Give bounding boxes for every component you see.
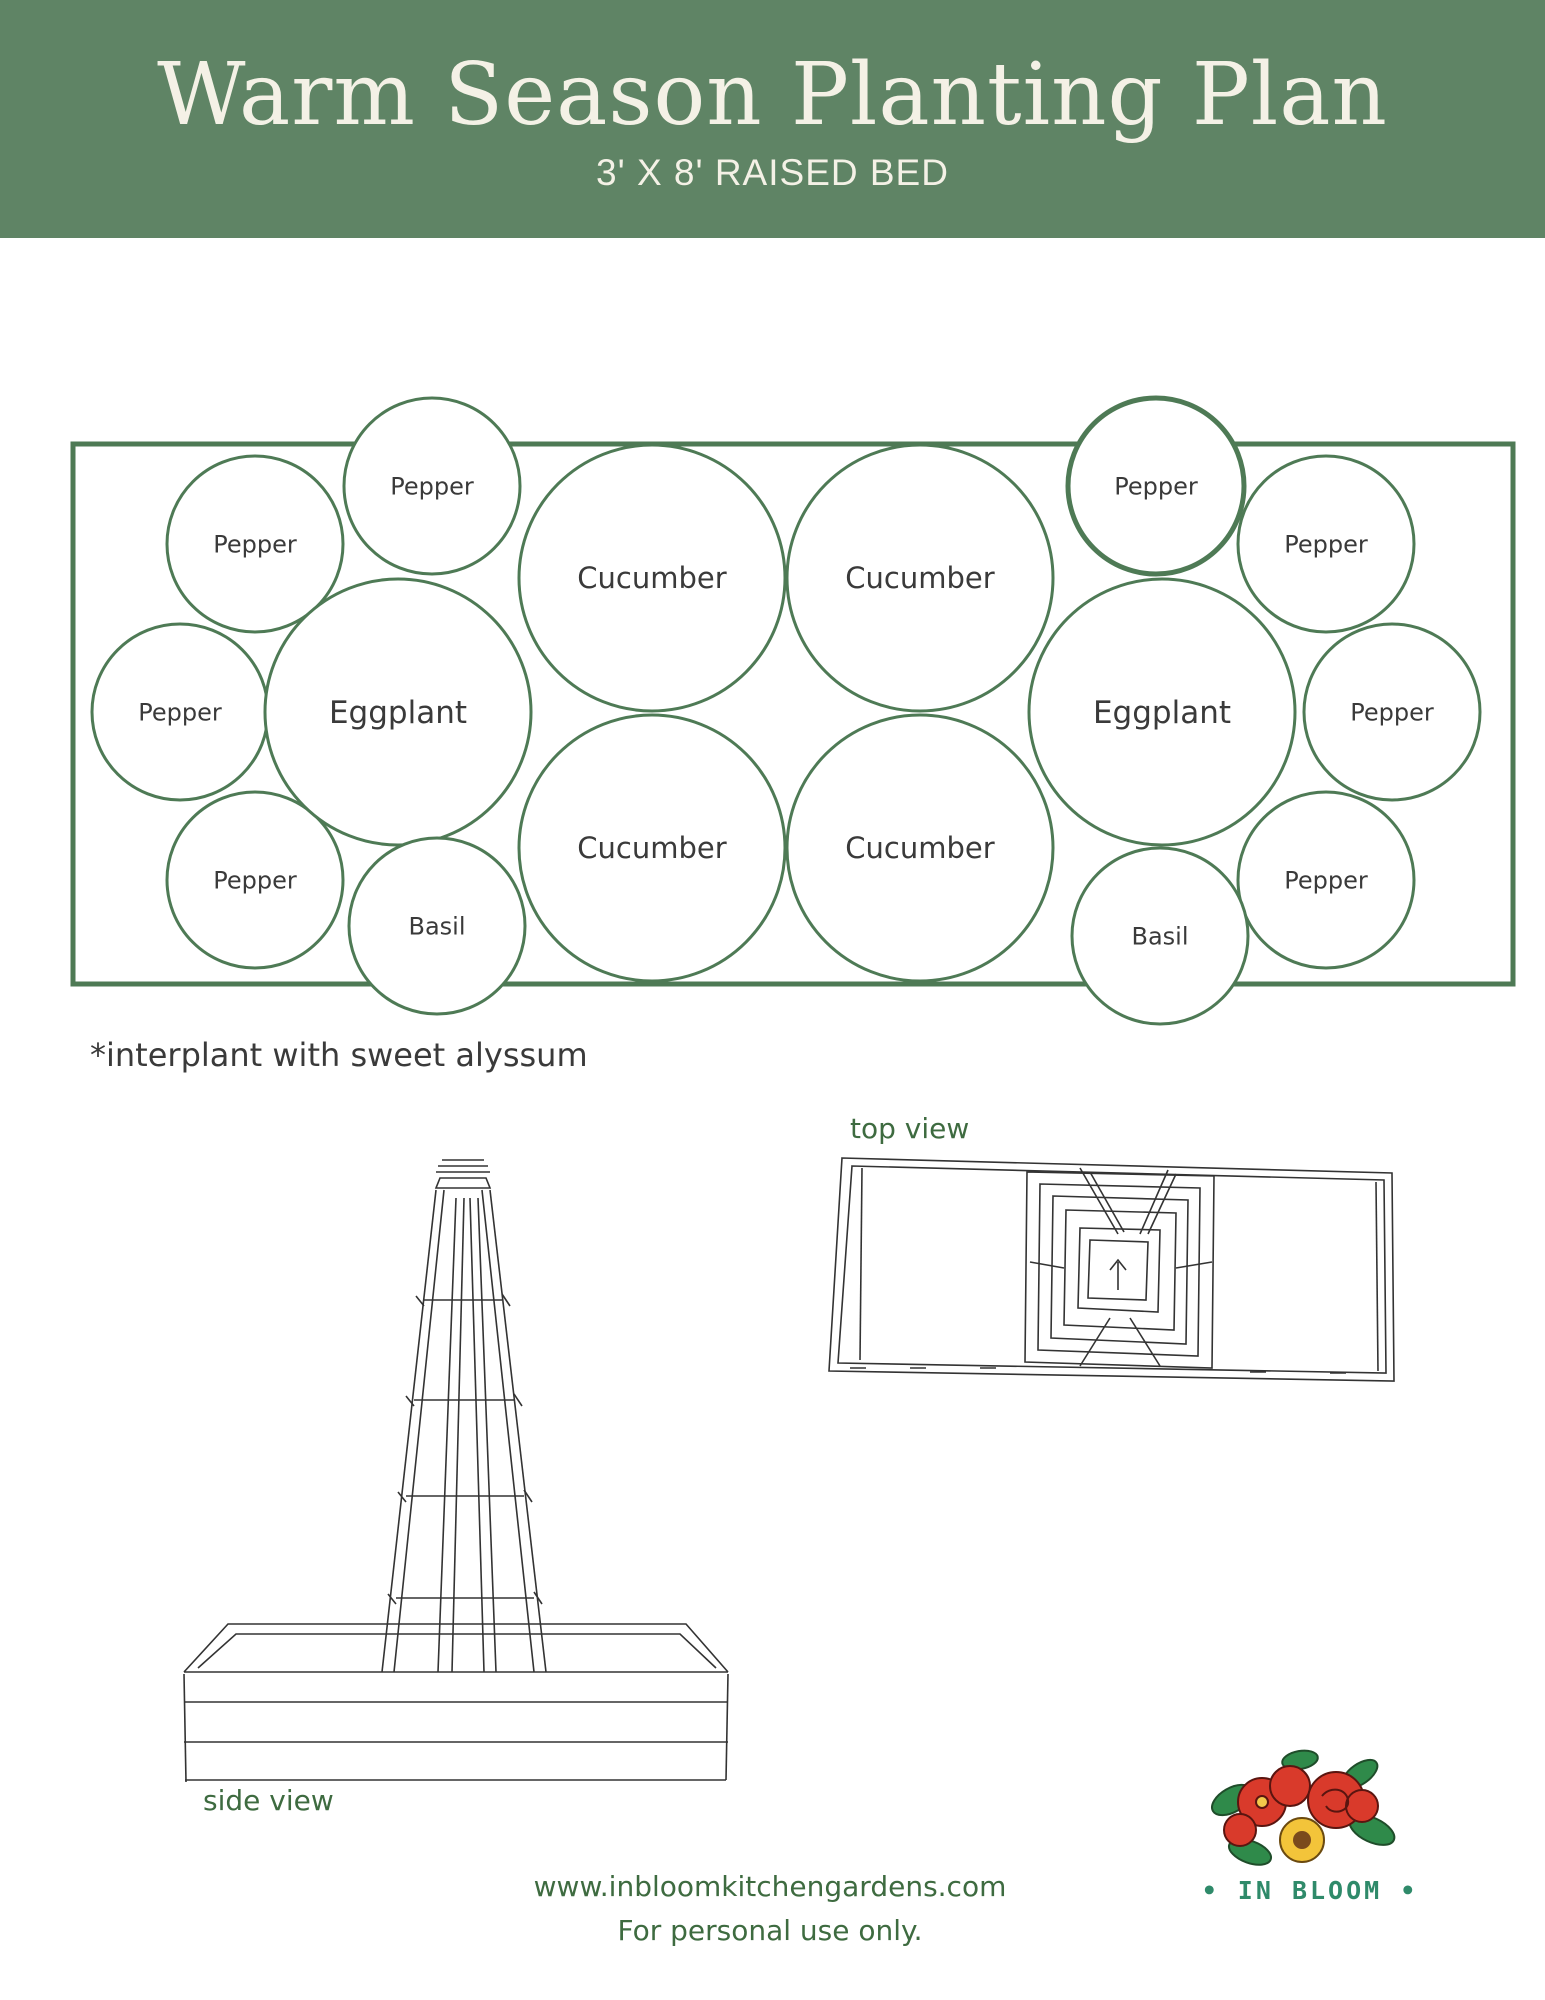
top-view-label: top view (850, 1112, 970, 1145)
plant-label-cucumber: Cucumber (845, 831, 995, 866)
plant-label-cucumber: Cucumber (577, 831, 727, 866)
plant-label-pepper: Pepper (1284, 866, 1368, 895)
plant-label-pepper: Pepper (1114, 472, 1198, 501)
plant-label-pepper: Pepper (1284, 530, 1368, 559)
page-subtitle: 3' X 8' RAISED BED (596, 152, 949, 193)
plant-label-eggplant: Eggplant (328, 694, 468, 731)
plant-label-pepper: Pepper (390, 472, 474, 501)
plant-label-pepper: Pepper (1350, 698, 1434, 727)
plant-label-cucumber: Cucumber (845, 561, 995, 596)
plant-label-cucumber: Cucumber (577, 561, 727, 596)
in-bloom-logo-text: • IN BLOOM • (1201, 1876, 1419, 1905)
plant-label-basil: Basil (1131, 922, 1189, 951)
plant-label-basil: Basil (408, 912, 466, 941)
side-view-label: side view (203, 1784, 334, 1817)
plant-label-pepper: Pepper (138, 698, 222, 727)
footer-usage-note: For personal use only. (617, 1914, 923, 1947)
plant-label-eggplant: Eggplant (1092, 694, 1232, 731)
plant-label-pepper: Pepper (213, 530, 297, 559)
plant-label-pepper: Pepper (213, 866, 297, 895)
page-title: Warm Season Planting Plan (157, 45, 1388, 145)
interplant-note: *interplant with sweet alyssum (90, 1036, 588, 1074)
footer-url[interactable]: www.inbloomkitchengardens.com (533, 1870, 1007, 1903)
plant-circles (92, 398, 1480, 1024)
